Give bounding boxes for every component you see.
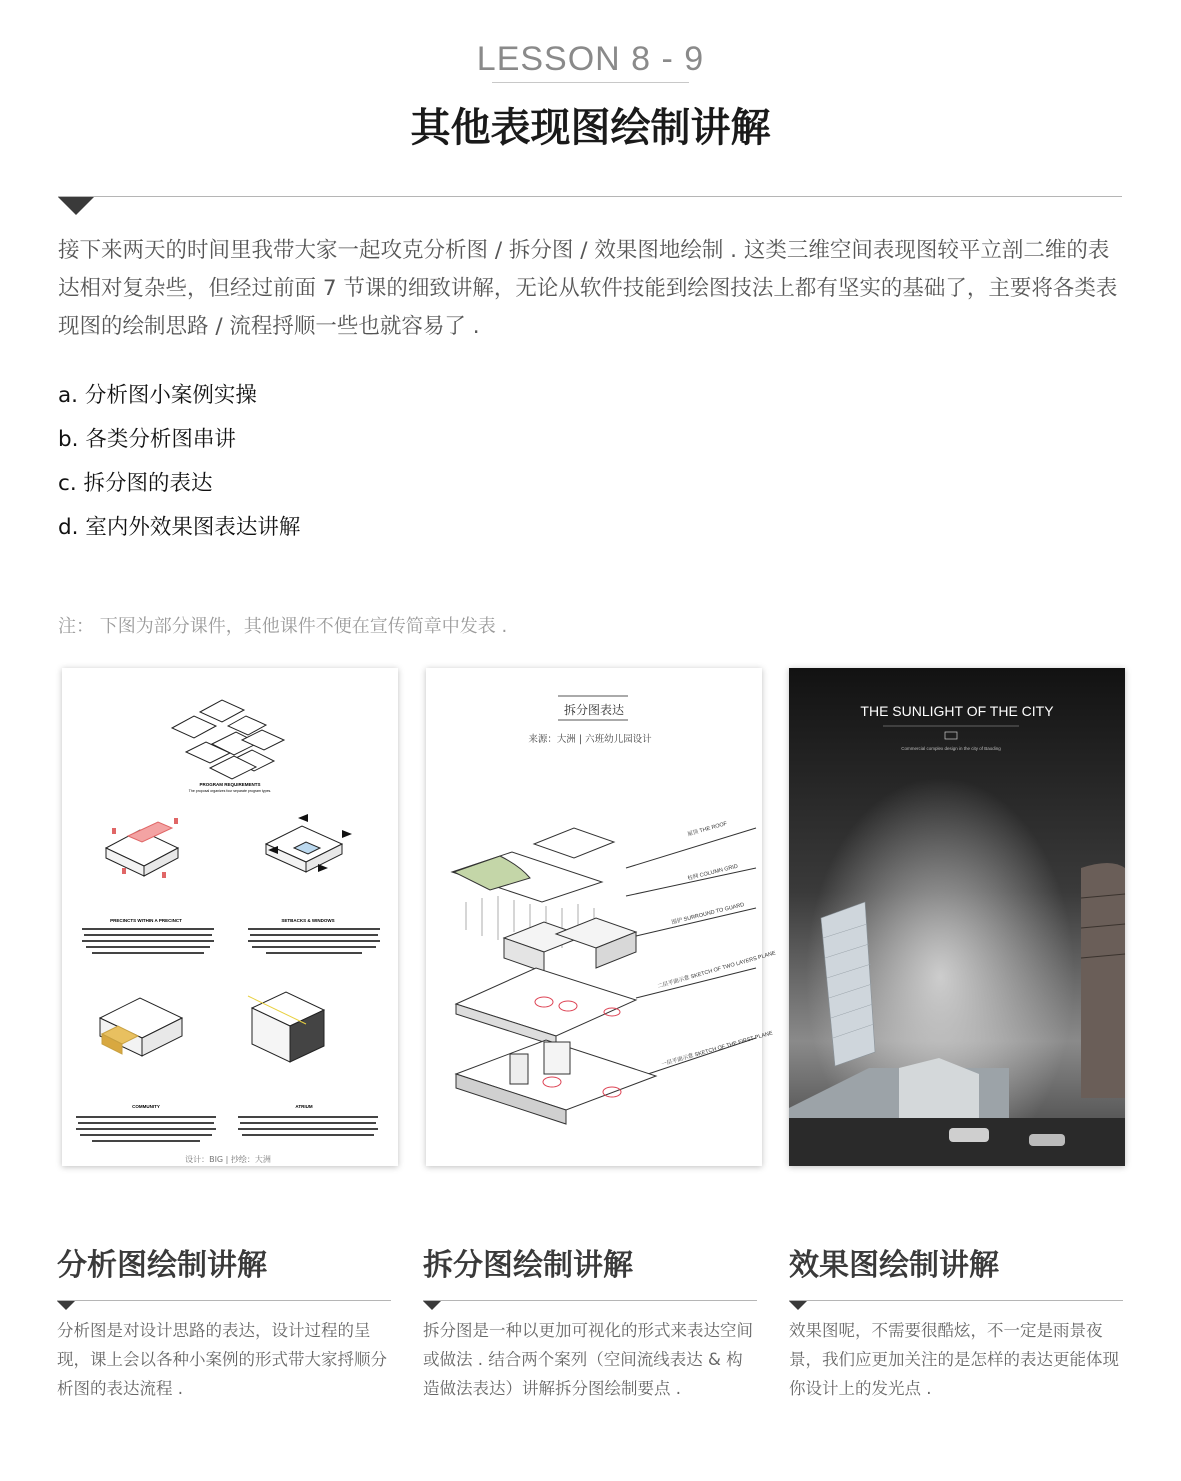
triangle-marker-icon [423, 1301, 441, 1310]
exploded-source: 来源：大洲 | 六班幼儿园设计 [528, 734, 652, 745]
exploded-diagram-illustration [426, 668, 777, 1166]
page-title: 其他表现图绘制讲解 [410, 105, 771, 151]
layer-label: 一层平面示意 SKETCH OF THE FIRST PLANE [660, 1030, 774, 1068]
exploded-diagram-card [426, 668, 777, 1166]
topic-item: d. 室内外效果图表达讲解 [58, 515, 301, 540]
rendering-card [789, 668, 1125, 1166]
topic-item: c. 拆分图的表达 [58, 471, 213, 496]
topic-item: a. 分析图小案例实操 [58, 383, 257, 408]
lesson-number: LESSON 8 - 9 [476, 40, 705, 78]
section-title-analysis: 分析图绘制讲解 [57, 1248, 267, 1283]
triangle-marker-icon [58, 197, 94, 215]
triangle-marker-icon [789, 1301, 807, 1310]
diagram-label: SETBACKS & WINDOWS [281, 918, 335, 923]
section-title-rendering: 效果图绘制讲解 [789, 1248, 999, 1283]
layer-label: 柱网 COLUMN GRID [687, 863, 739, 882]
render-title: THE SUNLIGHT OF THE CITY [860, 703, 1054, 719]
section-text-rendering: 效果图呢，不需要很酷炫，不一定是雨景夜景，我们应更加关注的是怎样的表达更能体现你设计上的发光点 . [789, 1321, 1119, 1398]
diagram-label: COMMUNITY [132, 1104, 160, 1109]
diagram-label: ATRIUM [295, 1104, 313, 1109]
section-title-exploded: 拆分图绘制讲解 [423, 1248, 633, 1283]
analysis-diagram-card [62, 668, 398, 1166]
triangle-marker-icon [57, 1301, 75, 1310]
section-text-exploded: 拆分图是一种以更加可视化的形式来表达空间或做法 . 结合两个案列（空间流线表达 & 构造做法表达）讲解拆分图绘制要点 . [423, 1321, 753, 1398]
note-text: 注： 下图为部分课件，其他课件不便在宣传简章中发表 . [58, 616, 508, 637]
section-text-analysis: 分析图是对设计思路的表达，设计过程的呈现，课上会以各种小案例的形式带大家捋顺分析图的表达流程 . [57, 1321, 387, 1398]
diagram-credit: 设计：BIG | 抄绘：大洲 [185, 1155, 271, 1164]
topic-item: b. 各类分析图串讲 [58, 427, 236, 452]
diagram-label: PRECINCTS WITHIN A PRECINCT [110, 918, 182, 923]
diagram-subheading: The proposal organizes four separate program types. [188, 789, 272, 793]
divider [57, 1300, 391, 1301]
layer-label: 屋顶 THE ROOF [686, 820, 728, 838]
divider [789, 1300, 1123, 1301]
lesson-underline [492, 82, 689, 83]
analysis-diagram-illustration [62, 668, 398, 1166]
divider [423, 1300, 757, 1301]
exploded-title: 拆分图表达 [563, 703, 625, 717]
diagram-heading: PROGRAM REQUIREMENTS [199, 782, 261, 787]
intro-paragraph: 接下来两天的时间里我带大家一起攻克分析图 / 拆分图 / 效果图地绘制 . 这类三维空间表现图较平立剖二维的表达相对复杂些，但经过前面 7 节课的细致讲解，无论从软件技能到绘图技法上都有坚实的基础了，主要将各类表现图的绘制思路 / 流程捋顺一些也就容易了 . [58, 238, 1118, 339]
rendering-illustration [789, 668, 1125, 1166]
render-subtitle: Commercial complex design in the city of Baoding [901, 746, 1001, 751]
layer-label: 围护 SURROUND TO GUARD [671, 902, 745, 926]
divider [58, 196, 1122, 197]
layer-label: 二层平面示意 SKETCH OF TWO LAYERS PLANE [656, 950, 777, 990]
